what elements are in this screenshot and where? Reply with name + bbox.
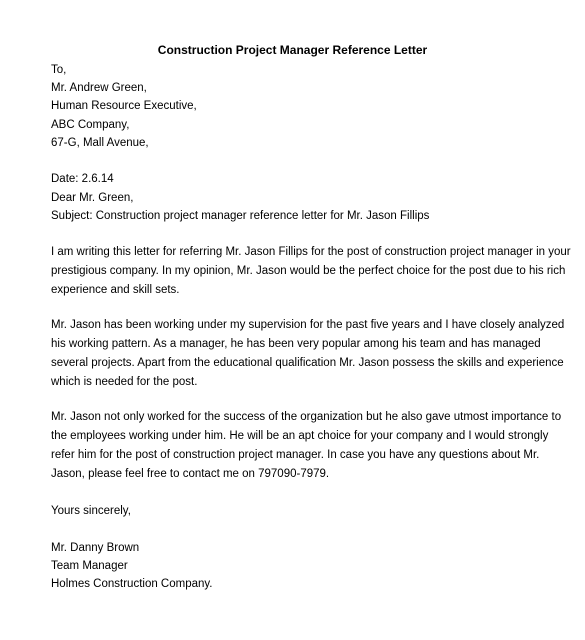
paragraph-3 [51, 408, 562, 484]
paragraph-2 [51, 316, 565, 392]
recipient-to: To, [51, 64, 67, 76]
recipient-company: ABC Company, [51, 119, 130, 131]
paragraph-line: prestigious company. In my opinion, Mr. Jason would be the perfect choice for the post due to his rich [51, 265, 566, 277]
paragraph-line: experience and skill sets. [51, 284, 180, 296]
paragraph-line: Mr. Jason not only worked for the success of the organization but he also gave utmost importance to [51, 411, 562, 423]
letter-title: Construction Project Manager Reference Letter [157, 43, 428, 57]
recipient-name: Mr. Andrew Green, [51, 82, 147, 94]
closing: Yours sincerely, [51, 505, 131, 517]
recipient-address: 67-G, Mall Avenue, [51, 137, 149, 149]
paragraph-line: Mr. Jason has been working under my supervision for the past five years and I have closely analyzed [51, 319, 565, 331]
sender-company: Holmes Construction Company. [51, 578, 213, 590]
paragraph-line: his working pattern. As a manager, he has been very popular among his team and has managed [51, 338, 541, 350]
paragraph-line: several projects. Apart from the educational qualification Mr. Jason possess the skills and experience [51, 357, 564, 369]
letter-date: Date: 2.6.14 [51, 173, 114, 185]
sender-designation: Team Manager [51, 560, 128, 572]
paragraph-line: the employees working under him. He will be an apt choice for your company and I would strongly [51, 430, 549, 442]
salutation: Dear Mr. Green, [51, 192, 134, 204]
subject-line: Subject: Construction project manager reference letter for Mr. Jason Fillips [51, 210, 430, 222]
paragraph-line: which is needed for the post. [51, 376, 198, 388]
paragraph-1 [51, 243, 571, 300]
paragraph-line: refer him for the post of construction project manager. In case you have any questions about Mr. [51, 449, 540, 461]
sender-name: Mr. Danny Brown [51, 542, 140, 554]
paragraph-line: Jason, please feel free to contact me on 797090-7979. [51, 468, 330, 480]
paragraph-line: I am writing this letter for referring Mr. Jason Fillips for the post of construction project manager in your [51, 246, 571, 258]
recipient-designation: Human Resource Executive, [51, 100, 197, 112]
